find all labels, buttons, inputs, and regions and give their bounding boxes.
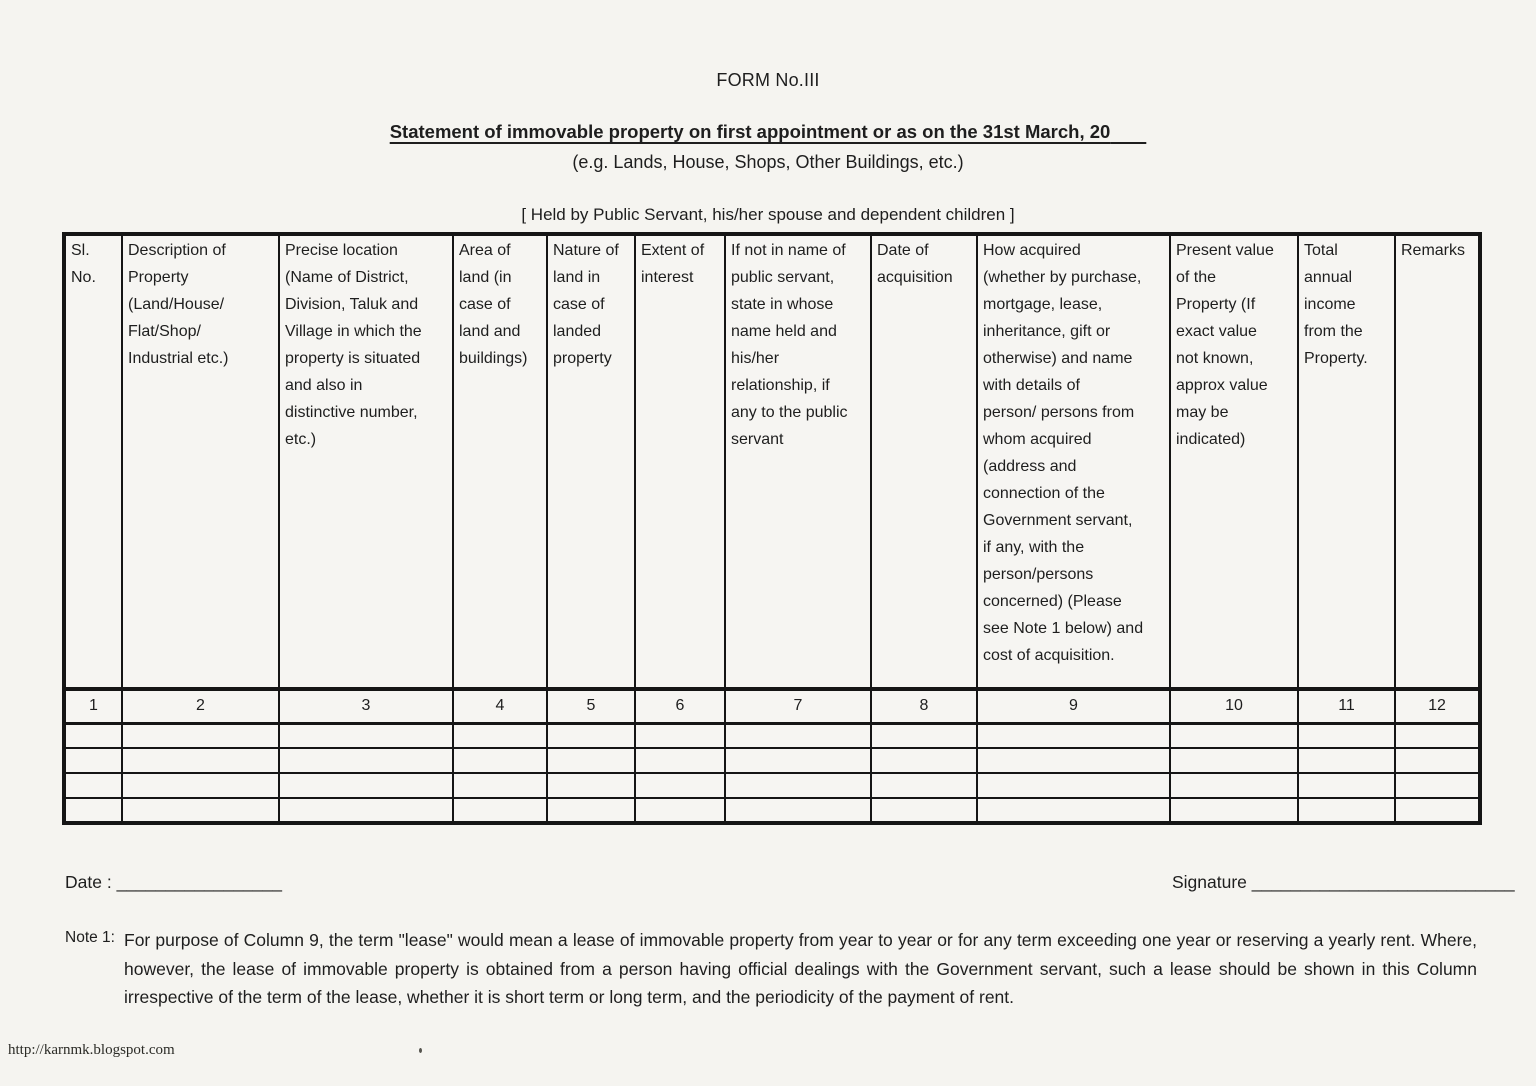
- empty-cell: [977, 773, 1170, 798]
- header-remarks: Remarks: [1395, 234, 1480, 689]
- property-statement-table: [62, 232, 1482, 825]
- empty-cell: [453, 723, 547, 748]
- empty-cell: [279, 773, 453, 798]
- empty-cell: [635, 748, 725, 773]
- empty-cell: [1395, 798, 1480, 823]
- empty-cell: [1170, 748, 1298, 773]
- column-number: 7: [725, 689, 871, 723]
- empty-cell: [279, 798, 453, 823]
- form-number-heading: FORM No.III: [716, 70, 820, 90]
- blank-entry-row: [64, 773, 1480, 798]
- empty-cell: [725, 798, 871, 823]
- note-1-text: For purpose of Column 9, the term "lease" would mean a lease of immovable property from year to year or for any term exceeding one year or reserving a yearly rent. Where, however, the lease of immovable property is obtained from a person having official dealings with the Government servant, such a lease should be shown in this Column irrespective of the term of the lease, whether it is short term or long term, and the periodicity of the payment of rent.: [124, 930, 1477, 1007]
- column-number: 1: [64, 689, 122, 723]
- blank-entry-row: [64, 748, 1480, 773]
- header-if-not-in-name: If not in name of public servant, state in whose name held and his/her relationship, if any to the public servant: [725, 234, 871, 689]
- empty-cell: [64, 723, 122, 748]
- header-sl-no: Sl. No.: [64, 234, 122, 689]
- empty-cell: [1170, 773, 1298, 798]
- empty-cell: [279, 748, 453, 773]
- scan-speck: [419, 1048, 422, 1053]
- empty-cell: [453, 748, 547, 773]
- header-extent-of-interest: Extent of interest: [635, 234, 725, 689]
- empty-cell: [1395, 773, 1480, 798]
- column-number: 9: [977, 689, 1170, 723]
- column-number: 11: [1298, 689, 1395, 723]
- form-title-text: Statement of immovable property on first appointment or as on the 31st March, 20: [389, 121, 1111, 142]
- empty-cell: [64, 798, 122, 823]
- empty-cell: [547, 798, 635, 823]
- date-line: [65, 872, 282, 893]
- empty-cell: [977, 798, 1170, 823]
- column-number-row: [64, 689, 1480, 723]
- column-number: 10: [1170, 689, 1298, 723]
- watermark-url: http://karnmk.blogspot.com: [8, 1042, 175, 1058]
- column-number: 2: [122, 689, 279, 723]
- signature-label: Signature: [1172, 872, 1247, 892]
- empty-cell: [1395, 723, 1480, 748]
- empty-cell: [547, 723, 635, 748]
- column-number: 8: [871, 689, 977, 723]
- note-1-label: Note 1:: [65, 929, 115, 946]
- blank-entry-row: [64, 723, 1480, 748]
- column-number: 4: [453, 689, 547, 723]
- year-blank: [1110, 121, 1146, 142]
- column-number: 12: [1395, 689, 1480, 723]
- date-blank: _________________: [116, 872, 283, 892]
- empty-cell: [725, 773, 871, 798]
- date-label: Date :: [65, 872, 112, 892]
- empty-cell: [871, 748, 977, 773]
- empty-cell: [1298, 723, 1395, 748]
- empty-cell: [279, 723, 453, 748]
- column-number: 5: [547, 689, 635, 723]
- empty-cell: [1298, 798, 1395, 823]
- form-subtitle: (e.g. Lands, House, Shops, Other Buildings, etc.): [572, 152, 964, 172]
- empty-cell: [1298, 773, 1395, 798]
- empty-cell: [547, 773, 635, 798]
- column-number: 3: [279, 689, 453, 723]
- header-nature-of-land: Nature of land in case of landed property: [547, 234, 635, 689]
- empty-cell: [122, 773, 279, 798]
- held-by-line: [ Held by Public Servant, his/her spouse and dependent children ]: [521, 205, 1015, 224]
- header-how-acquired: How acquired (whether by purchase, mortgage, lease, inheritance, gift or otherwise) and name with details of person/ persons from whom acquired (address and connection of the Government servant, if any, with the person/persons concerned) (Please see Note 1 below) and cost of acquisition.: [977, 234, 1170, 689]
- note-1-block: [65, 926, 1477, 1012]
- empty-cell: [635, 773, 725, 798]
- header-area-of-land: Area of land (in case of land and buildings): [453, 234, 547, 689]
- empty-cell: [122, 798, 279, 823]
- empty-cell: [871, 723, 977, 748]
- empty-cell: [635, 798, 725, 823]
- empty-cell: [1170, 723, 1298, 748]
- header-precise-location: Precise location (Name of District, Division, Taluk and Village in which the property is situated and also in distinctive number, etc.): [279, 234, 453, 689]
- empty-cell: [64, 748, 122, 773]
- blank-entry-row: [64, 798, 1480, 823]
- empty-cell: [977, 723, 1170, 748]
- empty-cell: [122, 723, 279, 748]
- empty-cell: [122, 748, 279, 773]
- header-date-of-acquisition: Date of acquisition: [871, 234, 977, 689]
- header-total-annual-income: Total annual income from the Property.: [1298, 234, 1395, 689]
- empty-cell: [635, 723, 725, 748]
- header-description: Description of Property (Land/House/ Flat/Shop/ Industrial etc.): [122, 234, 279, 689]
- signature-blank: ___________________________: [1251, 872, 1515, 892]
- header-present-value: Present value of the Property (If exact value not known, approx value may be indicated): [1170, 234, 1298, 689]
- empty-cell: [453, 798, 547, 823]
- empty-cell: [1170, 798, 1298, 823]
- empty-cell: [871, 773, 977, 798]
- column-number: 6: [635, 689, 725, 723]
- empty-cell: [547, 748, 635, 773]
- empty-cell: [453, 773, 547, 798]
- signature-line: [1172, 872, 1515, 893]
- form-title: [0, 121, 1536, 143]
- empty-cell: [725, 748, 871, 773]
- empty-cell: [1395, 748, 1480, 773]
- empty-cell: [1298, 748, 1395, 773]
- empty-cell: [725, 723, 871, 748]
- empty-cell: [64, 773, 122, 798]
- empty-cell: [977, 748, 1170, 773]
- table-header-row: [64, 234, 1480, 689]
- empty-cell: [871, 798, 977, 823]
